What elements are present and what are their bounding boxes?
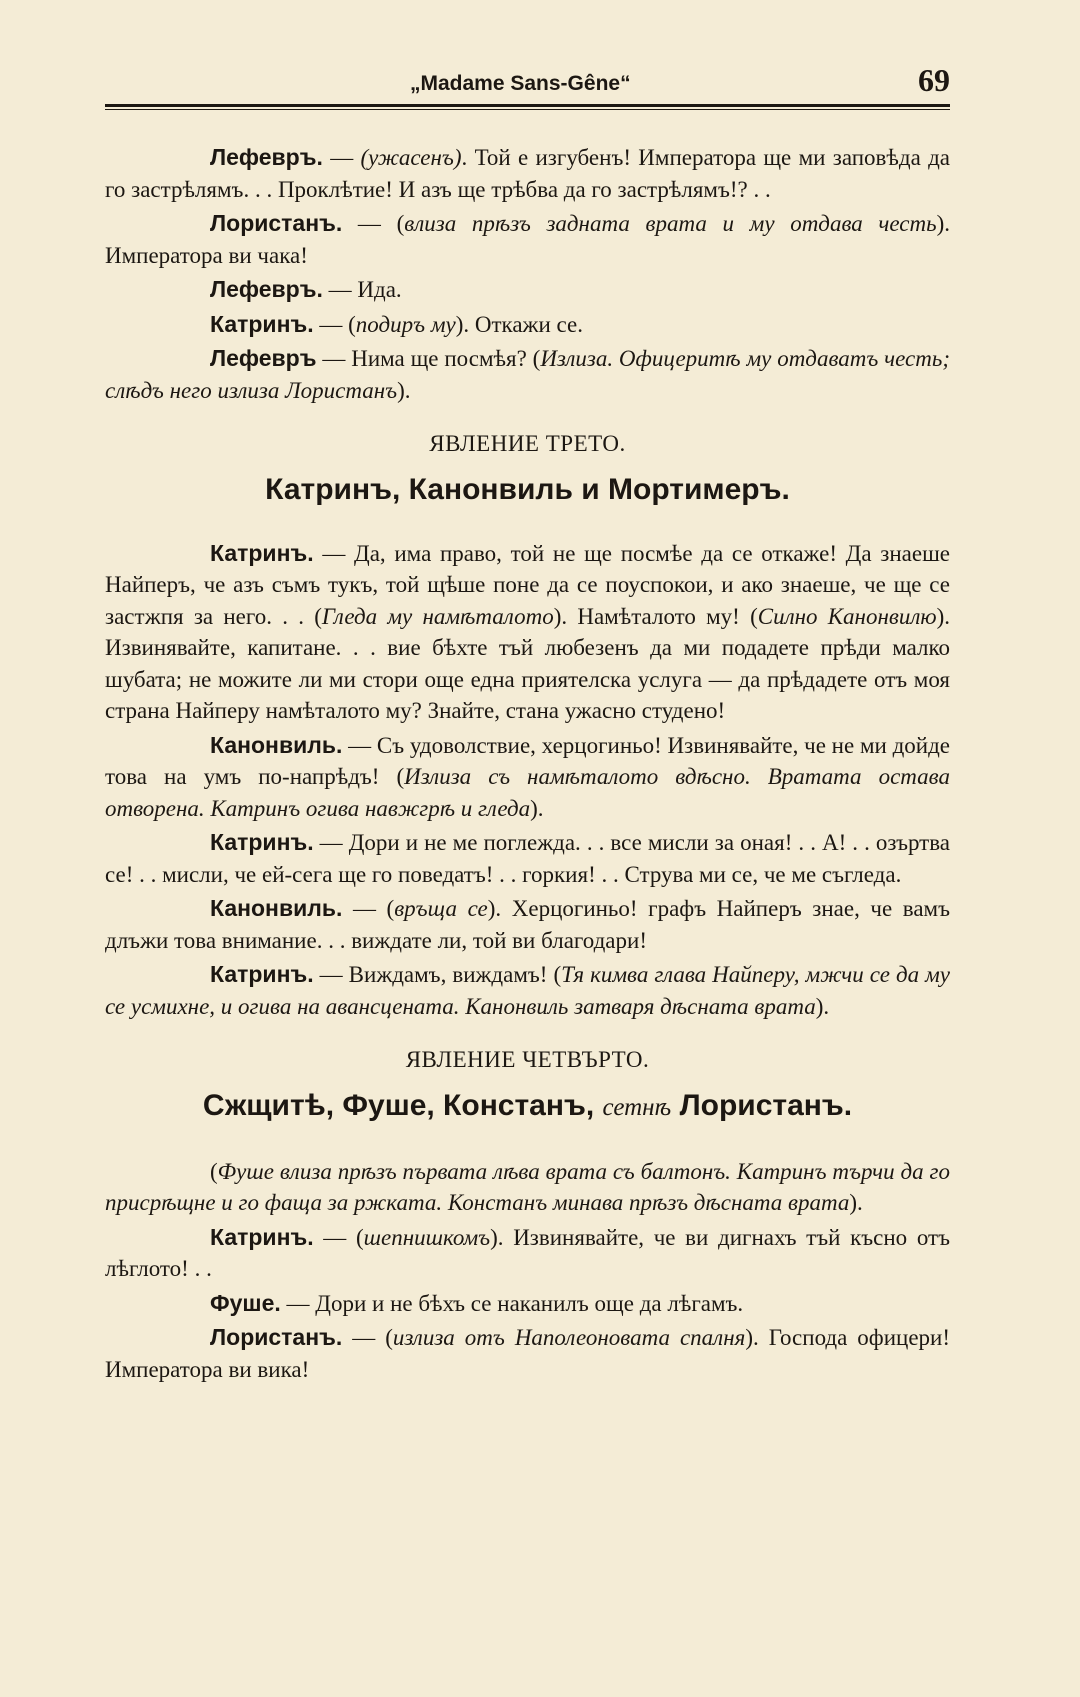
speaker-name: Канонвиль.	[210, 731, 343, 758]
dialogue-line: Катринъ. — (шепнишкомъ). Извинявайте, че ви дигнахъ тъй късно отъ лѣглото! . .	[105, 1223, 950, 1281]
stage-direction: (ужасенъ)	[360, 145, 462, 170]
speaker-name: Лефевръ	[210, 345, 317, 371]
dialogue-line: Катринъ. — Дори и не ме поглежда. . . все мисли за оная! . . А! . . озъртва се! . . мисли, че ей-сега ще го поведатъ! . . горкия! . . Струва ми се, че ме съгледа.	[105, 829, 950, 887]
speaker-name: Лористанъ.	[210, 210, 343, 236]
running-header	[105, 62, 950, 106]
stage-direction: влиза прѣзъ задната врата и му отдава честь	[404, 211, 937, 236]
speaker-name: Катринъ.	[210, 829, 314, 855]
stage-direction-paragraph: (Фуше влиза прѣзъ първата лѣва врата съ балтонъ. Катринъ търчи да го присрѣщне и го фаща за ржката. Констанъ минава прѣзъ дѣсната врата).	[105, 1158, 950, 1215]
header-rule-thin	[105, 109, 950, 110]
dialogue-line: Катринъ. — (подиръ му). Откажи се.	[210, 310, 583, 337]
dialogue-line: Лефевръ. — (ужасенъ). Той е изгубенъ! Императора ще ми заповѣда да го застрѣлямъ. . . Проклѣтие! И азъ ще трѣбва да го застрѣлямъ!? . .	[105, 144, 950, 202]
stage-direction: Гледа му намѣталото	[321, 603, 554, 629]
dialogue-line: Катринъ. — Виждамъ, виждамъ! (Тя кимва глава Найперу, мжчи се да му се усмихне, и огива на авансцената. Канонвиль затваря дѣсната врата).	[105, 961, 950, 1019]
dialogue-line: Канонвиль. — (връща се). Херцогиньо! графъ Найперъ знае, че вамъ длъжи това внимание. . . виждате ли, той ви благодари!	[105, 895, 950, 953]
speaker-name: Лористанъ.	[210, 1324, 343, 1350]
stage-direction: подиръ му	[355, 311, 456, 337]
dialogue-line: Лористанъ. — (влиза прѣзъ задната врата и му отдава честь). Императора ви чака!	[105, 210, 950, 268]
speaker-name: Лефевръ.	[210, 144, 323, 170]
running-title: „Madame Sans-Gêne“	[410, 72, 631, 95]
dialogue-line: Фуше. — Дори и не бѣхъ се наканилъ още да лѣгамъ.	[210, 1289, 744, 1316]
stage-direction: излиза отъ Наполеоновата спалня	[392, 1325, 746, 1350]
speaker-name: Катринъ.	[210, 539, 314, 566]
stage-direction: шепнишкомъ	[363, 1224, 491, 1250]
dialogue-line: Канонвиль. — Съ удоволствие, херцогиньо! Извинявайте, че не ми дойде това на умъ по-напрѣдъ! (Излиза съ намѣталото вдѣсно. Вратата остава отворена. Катринъ огива навжгрѣ и гледа).	[105, 731, 950, 821]
speaker-name: Лефевръ.	[210, 276, 323, 302]
stage-direction: връща се	[394, 896, 488, 921]
speaker-name: Катринъ.	[210, 961, 314, 987]
speaker-name: Канонвиль.	[210, 895, 343, 921]
header-rule-thick	[105, 104, 950, 107]
speaker-name: Фуше.	[210, 1289, 281, 1316]
dialogue-line: Катринъ. — Да, има право, той не ще посмѣе да се откаже! Да знаеше Найперъ, че азъ съмъ тукъ, той щѣше поне да се поуспокои, и ако знаеше, че ще се застжпя за него. . . (Гледа му намѣталото). Намѣталото му! (Силно Канонвилю). Извинявайте, капитане. . . вие бѣхте тъй любезенъ да ми подадете прѣди малко шубата; не можите ли ми стори още една приятелска услуга — да прѣдадете отъ моя страна Найперу намѣталото му? Знайте, стана ужасно студено!	[105, 539, 951, 723]
page-body	[105, 142, 950, 1388]
stage-direction: Излиза. Офицеритѣ му отдаватъ честь; слѣдъ него излиза Лористанъ	[105, 346, 950, 403]
scene-heading: ЯВЛЕНИЕ ТРЕТО.	[429, 431, 626, 456]
speaker-name: Катринъ.	[210, 310, 314, 337]
page-number: 69	[918, 62, 950, 98]
stage-direction: Тя кимва глава Найперу, мжчи се да му се усмихне, и огива на авансцената. Канонвиль затваря дѣсната врата	[105, 962, 950, 1019]
scene-cast: Катринъ, Канонвиль и Мортимеръ.	[265, 472, 790, 506]
dialogue-line: Лористанъ. — (излиза отъ Наполеоновата спалня). Господа офицери! Императора ви вика!	[105, 1324, 950, 1382]
scene-heading: ЯВЛЕНИЕ ЧЕТВЪРТО.	[405, 1047, 650, 1072]
stage-direction: Силно Канонвилю	[757, 603, 937, 629]
dialogue-line: Лефевръ — Нима ще посмѣя? (Излиза. Офицеритѣ му отдаватъ честь; слѣдъ него излиза Лористанъ).	[105, 345, 950, 403]
scene-cast: Сжщитѣ, Фуше, Констанъ, сетнѣ Лористанъ.	[202, 1088, 853, 1122]
dialogue-line: Лефевръ. — Ида.	[210, 276, 402, 302]
stage-direction: Фуше влиза прѣзъ първата лѣва врата съ балтонъ. Катринъ търчи да го присрѣщне и го фаща за ржката. Констанъ минава прѣзъ дѣсната врата	[105, 1158, 950, 1215]
stage-direction: Излиза съ намѣталото вдѣсно. Вратата остава отворена. Катринъ огива навжгрѣ и гледа	[105, 764, 950, 821]
speaker-name: Катринъ.	[210, 1223, 314, 1250]
